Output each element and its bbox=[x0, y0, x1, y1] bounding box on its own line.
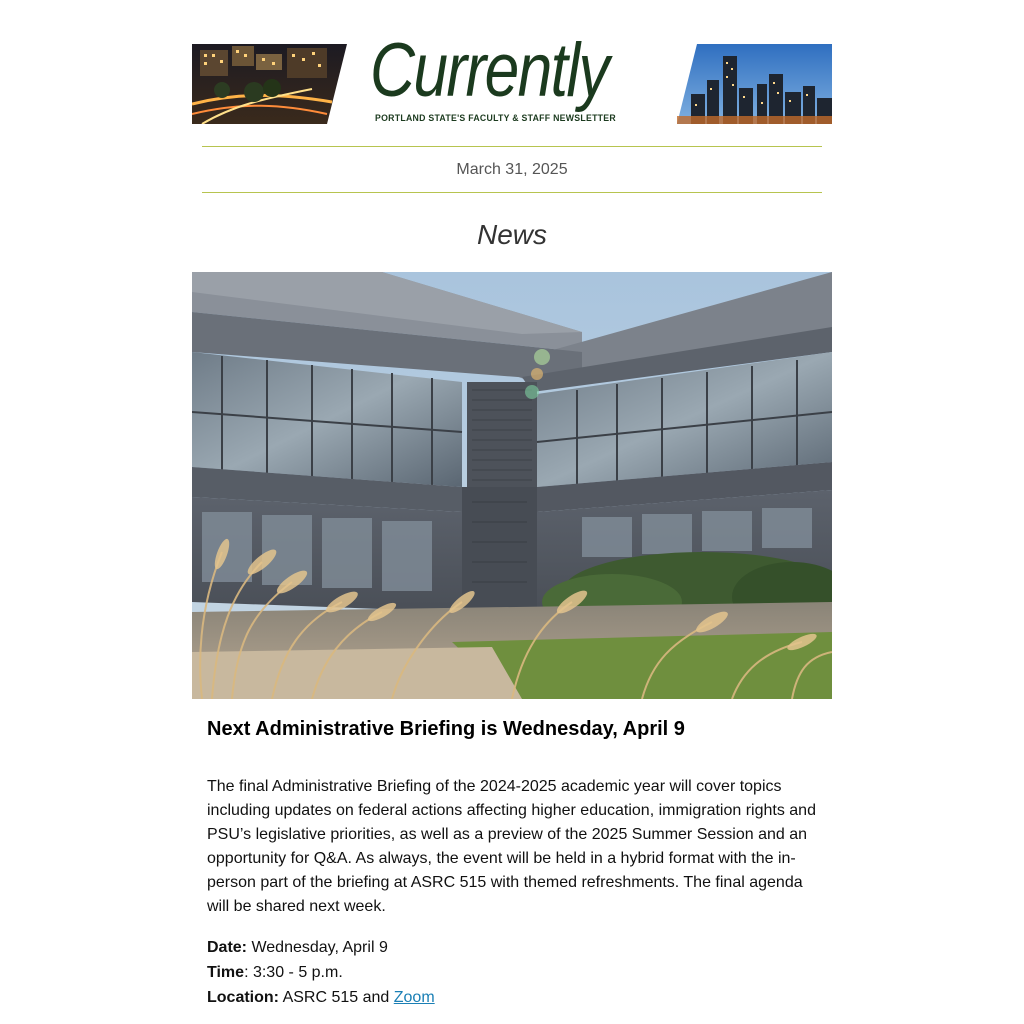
hero-image bbox=[192, 272, 832, 699]
event-time-row bbox=[207, 960, 817, 985]
masthead-title: Currently bbox=[370, 28, 609, 113]
date-rule-bottom bbox=[202, 192, 822, 193]
article-title: Next Administrative Briefing is Wednesday, April 9 bbox=[207, 718, 685, 740]
section-heading: News bbox=[476, 219, 547, 250]
event-date-label: Date: bbox=[207, 939, 248, 956]
masthead-photo-right bbox=[677, 44, 832, 124]
event-location-label: Location: bbox=[207, 989, 279, 1006]
masthead-photo-left bbox=[192, 44, 347, 124]
event-date-row bbox=[207, 935, 817, 960]
date-rule-top bbox=[202, 146, 822, 147]
event-details bbox=[207, 935, 817, 1010]
issue-date: March 31, 2025 bbox=[456, 161, 568, 178]
article-body: The final Administrative Briefing of the 2024-2025 academic year will cover topics including updates on federal actions affecting higher education, immigration rights and PSU’s legislative priorities, as well as a preview of the 2025 Summer Session and an opportunity for Q&A. As always, the event will be held in a hybrid format with the in-person part of the briefing at ASRC 515 with themed refreshments. The final agenda will be shared next week. bbox=[207, 778, 816, 915]
zoom-link[interactable]: Zoom bbox=[393, 989, 435, 1006]
masthead-tagline: PORTLAND STATE'S FACULTY & STAFF NEWSLETTER bbox=[375, 113, 616, 124]
event-date-value: Wednesday, April 9 bbox=[247, 939, 388, 956]
event-location-row bbox=[207, 985, 817, 1010]
event-time-value: : 3:30 - 5 p.m. bbox=[244, 964, 343, 981]
event-time-label: Time bbox=[207, 964, 245, 981]
masthead bbox=[192, 28, 832, 125]
event-location-value: ASRC 515 and bbox=[279, 989, 394, 1006]
